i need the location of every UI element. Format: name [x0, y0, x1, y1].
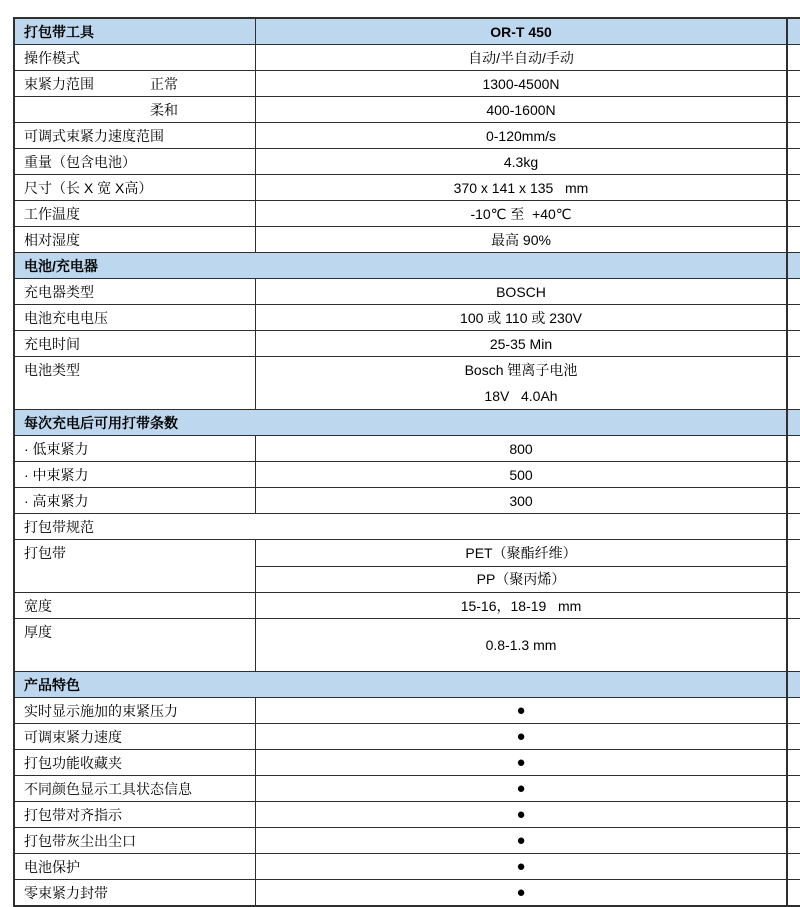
value-cell — [256, 776, 788, 801]
row-label: 电池保护 — [24, 858, 80, 875]
edge-sliver — [788, 698, 800, 723]
label-cell — [15, 724, 256, 749]
edge-sliver — [788, 514, 800, 539]
edge-sliver — [788, 331, 800, 356]
section-header-row — [15, 410, 800, 436]
row-label: 相对湿度 — [24, 231, 80, 248]
label-cell — [15, 45, 256, 70]
section-title-cell — [15, 672, 788, 697]
table-row — [15, 436, 800, 462]
row-value: Bosch 锂离子电池 — [464, 362, 578, 378]
edge-sliver — [788, 45, 800, 70]
value-cell — [256, 698, 788, 723]
row-label: 不同颜色显示工具状态信息 — [24, 780, 192, 797]
label-cell — [15, 71, 256, 96]
edge-sliver — [788, 488, 800, 513]
table-row — [15, 540, 800, 593]
feature-bullet-icon: ● — [516, 832, 526, 849]
row-label: 打包带对齐指示 — [24, 806, 122, 823]
row-value: 15-16，18-19 mm — [460, 597, 582, 614]
edge-sliver — [788, 802, 800, 827]
row-label: 尺寸（长 X 宽 X高） — [24, 179, 153, 196]
feature-bullet-icon: ● — [516, 754, 526, 771]
row-value: 500 — [509, 466, 533, 483]
row-label: 打包带规范 — [24, 518, 94, 535]
table-row — [15, 880, 800, 905]
label-cell — [15, 357, 256, 409]
row-label: 产品特色 — [24, 676, 80, 693]
label-cell — [15, 540, 256, 592]
section-header-row — [15, 672, 800, 698]
feature-bullet-icon: ● — [516, 858, 526, 875]
table-row — [15, 97, 800, 123]
value-cell — [256, 45, 788, 70]
feature-bullet-icon: ● — [516, 806, 526, 823]
row-label: 打包带工具 — [24, 23, 94, 40]
label-cell — [15, 279, 256, 304]
section-header-row — [15, 253, 800, 279]
row-label: 束紧力范围 — [24, 75, 94, 92]
value-cell — [256, 331, 788, 356]
edge-sliver — [788, 540, 800, 592]
value-cell — [256, 227, 788, 252]
value-cell — [256, 97, 788, 122]
edge-sliver — [788, 828, 800, 853]
label-cell — [15, 776, 256, 801]
edge-sliver — [788, 776, 800, 801]
row-value: -10℃ 至 +40℃ — [470, 205, 572, 222]
edge-sliver — [788, 410, 800, 435]
label-cell — [15, 149, 256, 174]
edge-sliver — [788, 279, 800, 304]
row-label: · 高束紧力 — [24, 492, 89, 509]
label-cell — [15, 750, 256, 775]
subsection-title-cell — [15, 514, 788, 539]
edge-sliver — [788, 19, 800, 44]
value-cell — [256, 880, 788, 905]
feature-bullet-icon: ● — [516, 884, 526, 901]
label-cell — [15, 201, 256, 226]
edge-sliver — [788, 750, 800, 775]
row-value: BOSCH — [496, 283, 546, 300]
value-cell — [256, 71, 788, 96]
label-cell — [15, 828, 256, 853]
edge-sliver — [788, 71, 800, 96]
value-cell — [256, 488, 788, 513]
table-row — [15, 698, 800, 724]
value-cell — [256, 201, 788, 226]
table-row — [15, 593, 800, 619]
row-label: 充电器类型 — [24, 283, 94, 300]
row-value: 800 — [509, 440, 533, 457]
table-row — [15, 45, 800, 71]
edge-sliver — [788, 462, 800, 487]
feature-bullet-icon: ● — [516, 702, 526, 719]
table-row — [15, 462, 800, 488]
table-row — [15, 357, 800, 410]
edge-sliver — [788, 97, 800, 122]
edge-sliver — [788, 305, 800, 330]
edge-sliver — [788, 619, 800, 671]
label-cell — [15, 227, 256, 252]
value-cell — [256, 619, 788, 671]
table-row — [15, 514, 800, 540]
table-row — [15, 201, 800, 227]
table-row — [15, 331, 800, 357]
row-label: 电池充电电压 — [24, 309, 108, 326]
value-cell — [256, 854, 788, 879]
table-row — [15, 175, 800, 201]
row-label: 厚度 — [24, 624, 52, 640]
row-value: 370 x 141 x 135 mm — [453, 179, 589, 196]
edge-sliver — [788, 123, 800, 148]
edge-sliver — [788, 357, 800, 409]
edge-sliver — [788, 724, 800, 749]
table-row — [15, 123, 800, 149]
label-cell — [15, 593, 256, 618]
edge-sliver — [788, 593, 800, 618]
row-label: 重量（包含电池） — [24, 153, 136, 170]
feature-bullet-icon: ● — [516, 780, 526, 797]
row-value: PET（聚酯纤维） — [465, 544, 577, 561]
table-row — [15, 305, 800, 331]
edge-sliver — [788, 201, 800, 226]
edge-sliver — [788, 227, 800, 252]
label-cell — [15, 698, 256, 723]
row-value: PP（聚丙烯） — [476, 571, 566, 588]
row-label: 电池类型 — [24, 362, 80, 378]
section-title-cell — [15, 410, 788, 435]
row-label: 每次充电后可用打带条数 — [24, 414, 178, 431]
table-row — [15, 854, 800, 880]
value-cell — [256, 149, 788, 174]
row-label: 可调式束紧力速度范围 — [24, 127, 164, 144]
table-row — [15, 802, 800, 828]
row-label: 充电时间 — [24, 335, 80, 352]
label-cell — [15, 97, 256, 122]
value-cell — [256, 802, 788, 827]
row-label: 打包功能收藏夹 — [24, 754, 122, 771]
value-cell — [256, 724, 788, 749]
row-label: 操作模式 — [24, 49, 80, 66]
label-cell — [15, 436, 256, 461]
row-label: 打包带 — [24, 545, 66, 561]
row-label: 电池/充电器 — [24, 257, 98, 274]
row-label: 打包带灰尘出尘口 — [24, 832, 136, 849]
row-value: 400-1600N — [486, 101, 556, 118]
row-value: 0-120mm/s — [485, 127, 557, 144]
value-cell — [256, 828, 788, 853]
label-cell — [15, 462, 256, 487]
row-label: · 中束紧力 — [24, 466, 89, 483]
label-cell — [15, 802, 256, 827]
value-cell — [256, 593, 788, 618]
table-row — [15, 71, 800, 97]
label-cell — [15, 854, 256, 879]
label-cell — [15, 331, 256, 356]
table-row — [15, 619, 800, 672]
row-value: 300 — [509, 492, 533, 509]
row-label: 可调束紧力速度 — [24, 728, 122, 745]
row-value: 4.3kg — [503, 153, 539, 170]
edge-sliver — [788, 175, 800, 200]
value-cell — [256, 436, 788, 461]
section-title-cell — [15, 19, 256, 44]
row-value: 0.8-1.3 mm — [485, 637, 557, 653]
feature-bullet-icon: ● — [516, 728, 526, 745]
edge-sliver — [788, 672, 800, 697]
row-value: 18V 4.0Ah — [484, 388, 558, 404]
label-cell — [15, 305, 256, 330]
model-cell — [256, 19, 788, 44]
table-row — [15, 488, 800, 514]
row-sublabel: 正常 — [150, 75, 178, 92]
row-label: 宽度 — [24, 597, 52, 614]
row-value: OR-T 450 — [490, 23, 552, 40]
value-cell — [256, 123, 788, 148]
table-row — [15, 724, 800, 750]
table-row — [15, 828, 800, 854]
label-cell — [15, 619, 256, 671]
value-cell — [256, 462, 788, 487]
row-label: 零束紧力封带 — [24, 884, 108, 901]
label-cell — [15, 880, 256, 905]
label-cell — [15, 175, 256, 200]
edge-sliver — [788, 149, 800, 174]
table-row — [15, 279, 800, 305]
value-cell — [256, 305, 788, 330]
edge-sliver — [788, 436, 800, 461]
row-value: 1300-4500N — [482, 75, 560, 92]
value-cell — [256, 540, 788, 592]
table-row — [15, 776, 800, 802]
row-value: 最高 90% — [491, 231, 551, 248]
row-label: 实时显示施加的束紧压力 — [24, 702, 178, 719]
table-row — [15, 227, 800, 253]
row-sublabel: 柔和 — [150, 101, 178, 118]
value-cell — [256, 279, 788, 304]
label-cell — [15, 123, 256, 148]
row-value: 25-35 Min — [489, 335, 553, 352]
section-title-cell — [15, 253, 788, 278]
edge-sliver — [788, 253, 800, 278]
value-cell — [256, 750, 788, 775]
row-label: · 低束紧力 — [24, 440, 89, 457]
value-cell — [256, 357, 788, 409]
spec-table — [13, 17, 800, 907]
value-cell — [256, 175, 788, 200]
edge-sliver — [788, 880, 800, 905]
section-header-row — [15, 19, 800, 45]
label-cell — [15, 488, 256, 513]
edge-sliver — [788, 854, 800, 879]
row-value: 自动/半自动/手动 — [468, 49, 574, 66]
row-value: 100 或 110 或 230V — [460, 309, 582, 326]
row-label: 工作温度 — [24, 205, 80, 222]
table-row — [15, 149, 800, 175]
table-row — [15, 750, 800, 776]
